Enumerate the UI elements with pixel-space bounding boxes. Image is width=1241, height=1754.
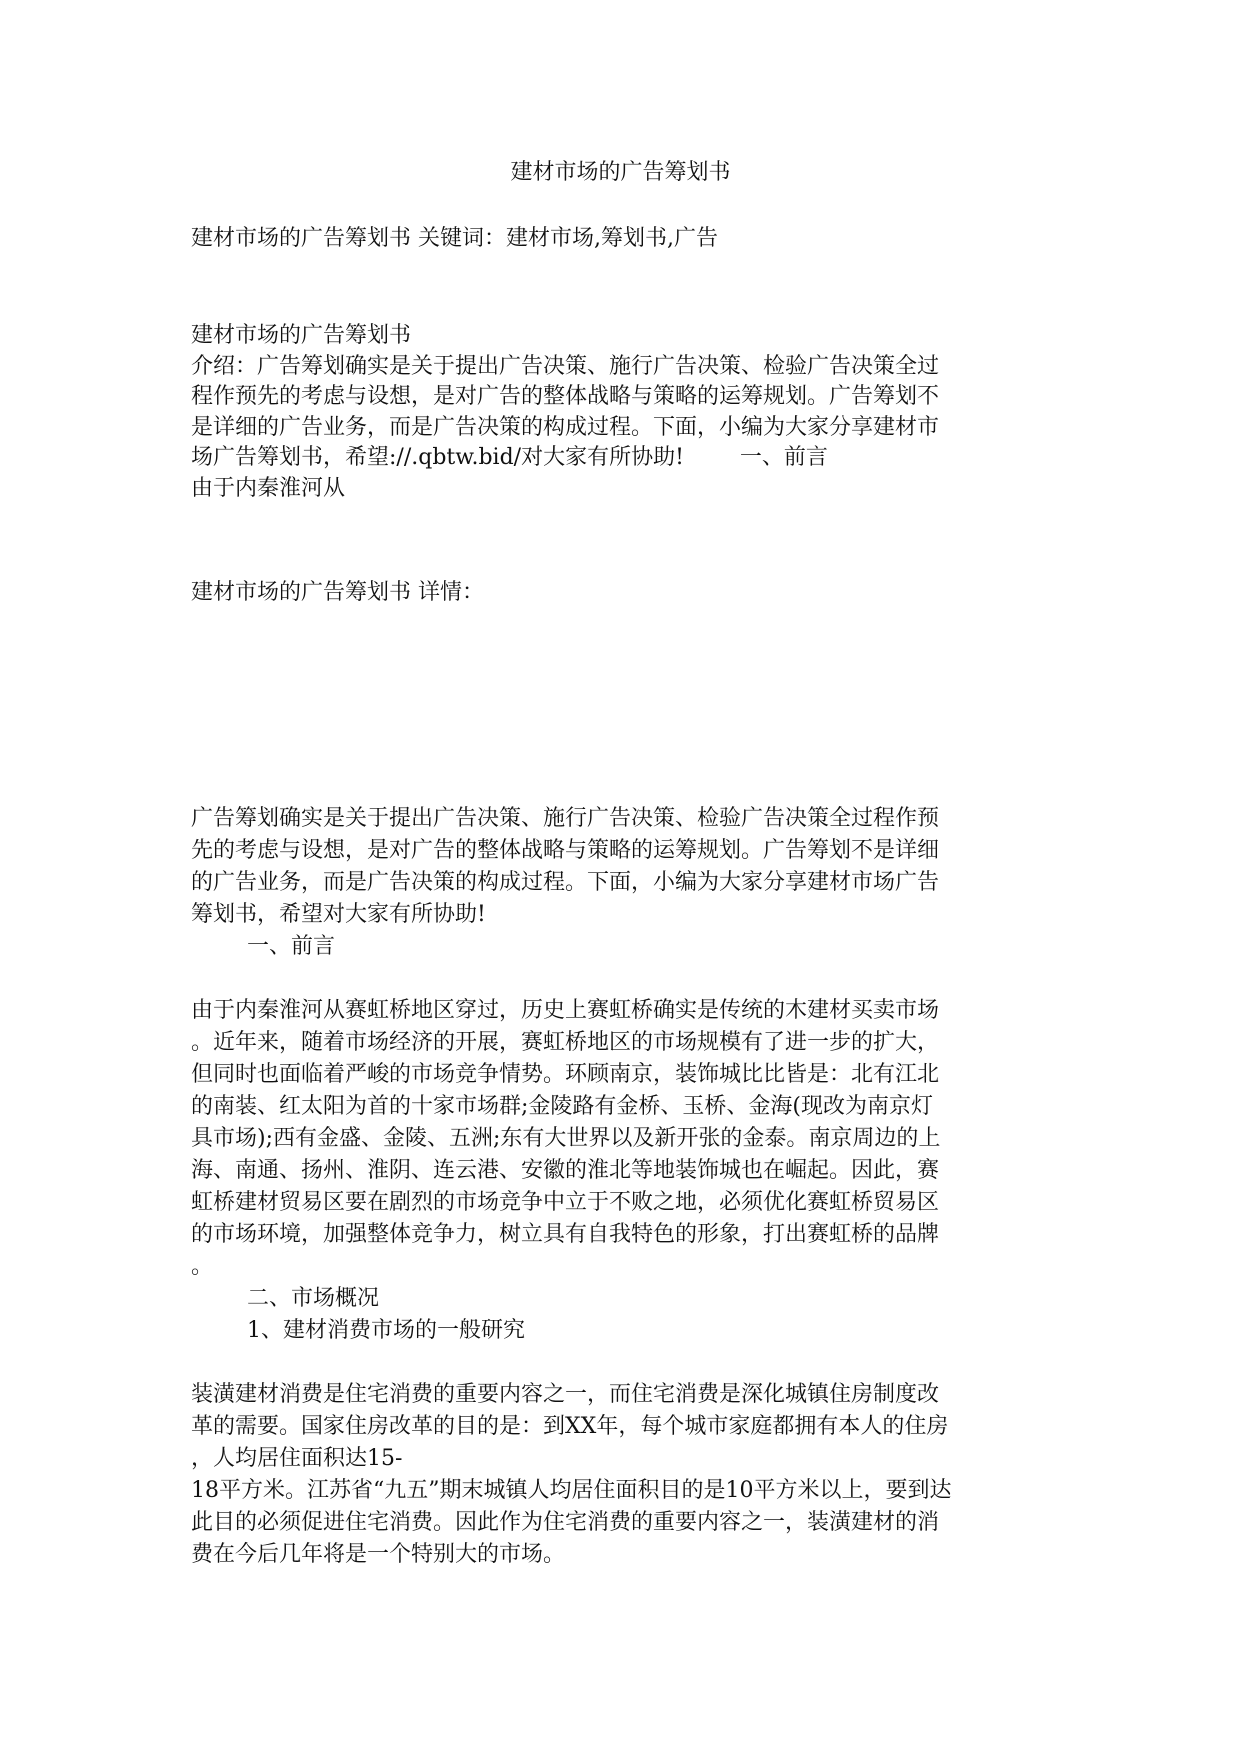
body-line: 由于内秦淮河从赛虹桥地区穿过，历史上赛虹桥确实是传统的木建材买卖市场 — [191, 998, 940, 1023]
body-line: 虹桥建材贸易区要在剧烈的市场竞争中立于不败之地，必须优化赛虹桥贸易区 — [191, 1190, 940, 1215]
body-line: 费在今后几年将是一个特别大的市场。 — [191, 1542, 566, 1567]
keywords-line: 建材市场的广告筹划书 关键词：建材市场,筹划书,广告 — [191, 226, 718, 251]
body-line: 先的考虑与设想，是对广告的整体战略与策略的运筹规划。广告筹划不是详细 — [191, 838, 940, 863]
body-line: 海、南通、扬州、淮阴、连云港、安徽的淮北等地装饰城也在崛起。因此，赛 — [191, 1158, 940, 1183]
body-line: 广告筹划确实是关于提出广告决策、施行广告决策、检验广告决策全过程作预 — [191, 806, 940, 831]
intro-heading: 建材市场的广告筹划书 — [191, 323, 412, 348]
body-line: 此目的必须促进住宅消费。因此作为住宅消费的重要内容之一，装潢建材的消 — [191, 1510, 940, 1535]
intro-line: 介绍：广告筹划确实是关于提出广告决策、施行广告决策、检验广告决策全过 — [191, 354, 940, 379]
body-line: 的南装、红太阳为首的十家市场群;金陵路有金桥、玉桥、金海(现改为南京灯 — [191, 1094, 933, 1119]
body-line: 但同时也面临着严峻的市场竞争情势。环顾南京，装饰城比比皆是：北有江北 — [191, 1062, 940, 1087]
body-line: 装潢建材消费是住宅消费的重要内容之一，而住宅消费是深化城镇住房制度改 — [191, 1382, 940, 1407]
body-line: 。近年来，随着市场经济的开展，赛虹桥地区的市场规模有了进一步的扩大， — [191, 1030, 940, 1055]
body-line: 革的需要。国家住房改革的目的是：到XX年，每个城市家庭都拥有本人的住房 — [191, 1414, 949, 1439]
intro-line: 是详细的广告业务，而是广告决策的构成过程。下面，小编为大家分享建材市 — [191, 415, 940, 440]
body-line: 的市场环境，加强整体竞争力，树立具有自我特色的形象，打出赛虹桥的品牌 — [191, 1222, 940, 1247]
section-heading-preface: 一、前言 — [191, 934, 335, 959]
intro-line: 程作预先的考虑与设想，是对广告的整体战略与策略的运筹规划。广告筹划不 — [191, 384, 940, 409]
section-heading-market-overview: 二、市场概况 — [191, 1286, 379, 1311]
intro-line: 由于内秦淮河从 — [191, 476, 346, 501]
document-title: 建材市场的广告筹划书 — [510, 160, 731, 185]
body-line: 18平方米。江苏省“九五”期末城镇人均居住面积目的是10平方米以上，要到达 — [191, 1478, 952, 1503]
body-line: 。 — [191, 1254, 214, 1279]
subsection-heading: 1、建材消费市场的一般研究 — [191, 1318, 525, 1343]
body-line: 筹划书，希望对大家有所协助! — [191, 902, 486, 927]
body-line: ，人均居住面积达15- — [191, 1446, 403, 1471]
body-line: 的广告业务，而是广告决策的构成过程。下面，小编为大家分享建材市场广告 — [191, 870, 940, 895]
details-label: 建材市场的广告筹划书 详情： — [191, 580, 484, 605]
body-line: 具市场);西有金盛、金陵、五洲;东有大世界以及新开张的金泰。南京周边的上 — [191, 1126, 941, 1151]
intro-line: 场广告筹划书，希望://.qbtw.bid/对大家有所协助! 一、前言 — [191, 445, 828, 470]
